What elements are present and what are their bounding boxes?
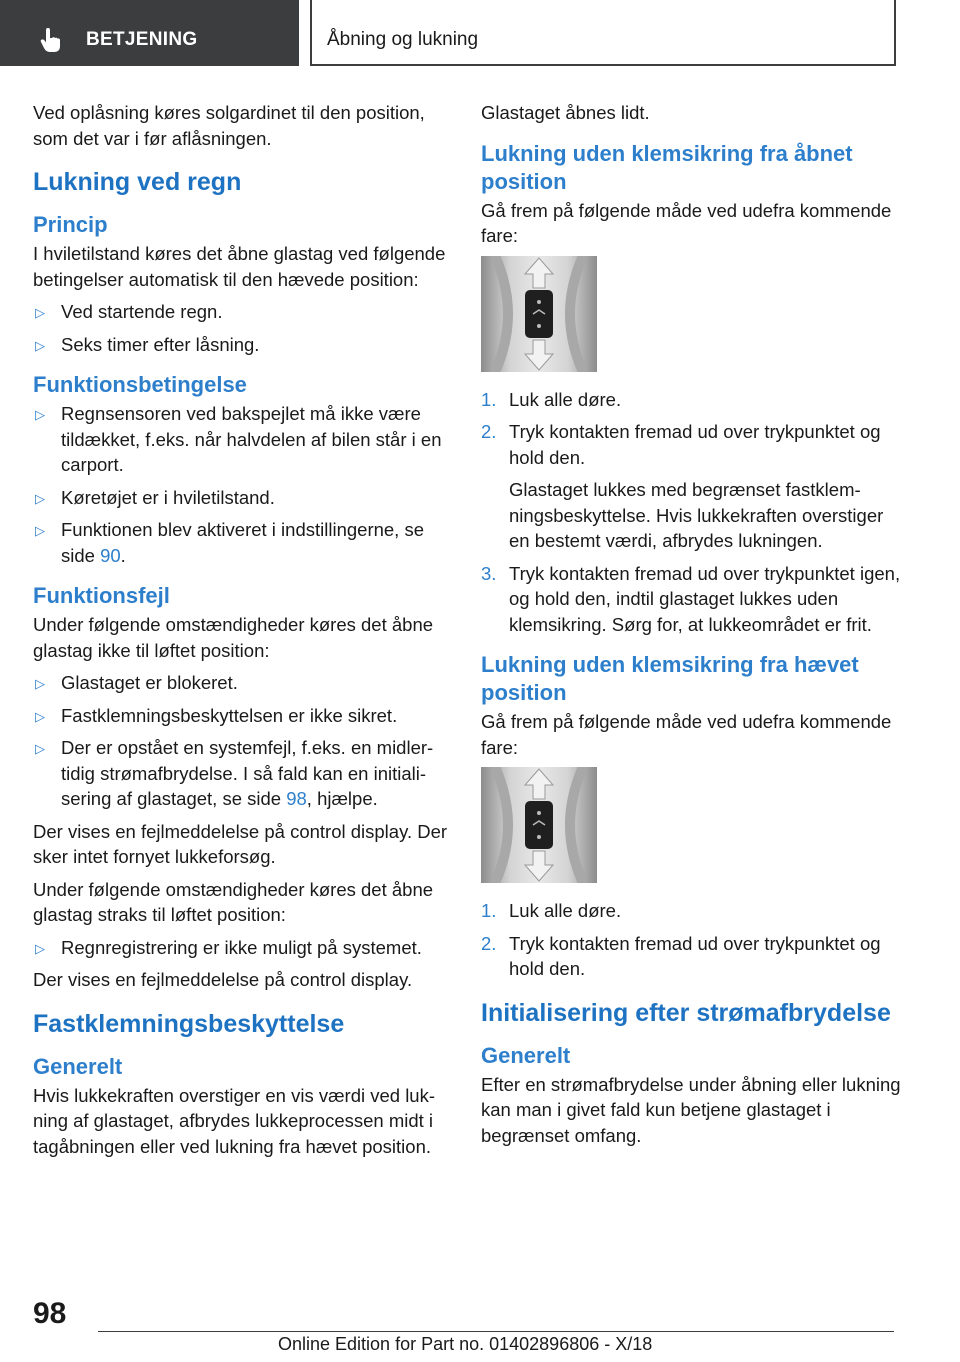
hand-pointer-icon [38,27,64,53]
intro-paragraph: Glastaget åbnes lidt. [481,102,650,123]
fault-list-2 [33,935,451,961]
list-item: ▷ Regnregistrering er ikke muligt på systemet. [33,935,451,961]
fault-paragraph: Der vises en fejlmeddelelse på control display. [33,969,413,990]
list-item: 2. Tryk kontakten fremad ud over trykpunktet og hold den. [481,932,881,979]
heading-pinch-protection: Fastklemningsbeskyttelse [33,1009,345,1038]
list-item: 1. Luk alle døre. [481,388,622,410]
fault-paragraph: Der vises en fejlmeddelelse på control display. Der sker intet fornyet lukkeforsøg. [33,820,448,867]
heading-general: Generelt [481,1042,571,1068]
list-item: 1. Luk alle døre. [481,900,622,921]
triangle-bullet-icon: ▷ [35,305,45,320]
general-paragraph: Efter en strømafbrydelse under åbning eller lukning kan man i givet fald kun betjene glastaget i begrænset omfang. [481,1073,901,1146]
list-item: ▷ Regnsensoren ved bakspejlet må ikke være tildækket, f.eks. når halvdelen af bilen står i en carport. [35,403,442,475]
triangle-bullet-icon: ▷ [35,337,45,353]
list-item: ▷ Ved startende regn. [33,299,451,325]
list-item: ▷ Funktionen blev aktiveret i indstillingerne, se side 90. [35,519,424,566]
footer-divider [98,1331,894,1332]
principle-list [33,299,451,357]
heading-general: Generelt [33,1053,123,1079]
edition-footer: Online Edition for Part no. 01402896806 - X/18 [278,1334,653,1354]
heading-fault: Funktionsfejl [33,583,170,608]
list-item: ▷ Seks timer efter låsning. [33,332,451,358]
heading-close-from-raised: Lukning uden klemsikring fra hævet position [481,652,859,705]
heading-close-from-open: Lukning uden klemsikring fra åbnet position [481,140,853,194]
list-item: 2. Tryk kontakten fremad ud over trykpunktet og hold den. Glastaget lukkes med begrænset fastklemningsbeskyttelse. Hvis lukkekraften overstiger en bestemt værdi, afbrydes lukningen. [481,421,884,551]
list-item: ▷ Fastklemningsbeskyttelsen er ikke sikret. [33,703,451,729]
fault-paragraph: Under følgende omstændigheder køres det åbne glastag ikke til løftet position: [33,614,434,661]
page-header [0,0,960,66]
list-item: 3. Tryk kontakten fremad ud over trykpunktet igen, og hold den, indtil glastaget lukkes uden klemsikring. Sørg for, at lukkeområdet er frit. [481,562,901,635]
heading-principle: Princip [33,212,108,237]
triangle-bullet-icon: ▷ [35,676,45,691]
chapter-title: Åbning og lukning [327,29,479,50]
general-paragraph: Hvis lukkekraften overstiger en vis værdi ved lukning af glastaget, afbrydes lukkeprocessen midt i tagåbningen eller ved lukning fra hævet position. [33,1084,436,1157]
steps-close-from-raised [481,898,901,982]
sunroof-switch-photo [481,256,597,372]
chapter-tab [310,0,896,66]
heading-conditions: Funktionsbetingelse [33,372,247,397]
fault-list [33,670,451,812]
section-tab [0,0,299,66]
triangle-bullet-icon: ▷ [35,741,45,756]
list-item: ▷ Glastaget er blokeret. [33,670,451,696]
triangle-bullet-icon: ▷ [35,708,45,724]
section-title: BETJENING [86,29,198,50]
right-column [481,100,901,1155]
conditions-list [33,401,451,568]
instruction-paragraph: Gå frem på følgende måde ved udefra kommende fare: [481,199,892,246]
heading-closing-rain: Lukning ved regn [33,168,242,196]
steps-close-from-open [481,387,901,638]
triangle-bullet-icon: ▷ [35,523,45,538]
heading-initialization: Initialisering efter strømafbrydelse [481,998,891,1027]
principle-paragraph: I hviletilstand køres det åbne glastag ved følgende betingelser automatisk til den hævede position: [33,243,446,290]
left-column [33,100,451,1166]
intro-paragraph: Ved oplåsning køres solgardinet til den position, som det var i før aflåsningen. [33,102,425,149]
instruction-paragraph: Gå frem på følgende måde ved udefra kommende fare: [481,711,892,758]
page-number: 98 [33,1297,67,1330]
triangle-bullet-icon: ▷ [35,940,45,956]
fault-paragraph: Under følgende omstændigheder køres det åbne glastag straks til løftet position: [33,878,434,925]
sunroof-switch-photo [481,767,597,883]
list-item: ▷ Køretøjet er i hviletilstand. [33,485,451,511]
page-link-98[interactable]: 98 [286,788,307,809]
page-link-90[interactable]: 90 [100,544,121,566]
triangle-bullet-icon: ▷ [35,407,45,422]
triangle-bullet-icon: ▷ [35,490,45,506]
list-item: ▷ Der er opstået en systemfejl, f.eks. en midlertidig strømafbrydelse. I så fald kan en initialisering af glastaget, se side 98, hjælpe. [35,737,434,809]
